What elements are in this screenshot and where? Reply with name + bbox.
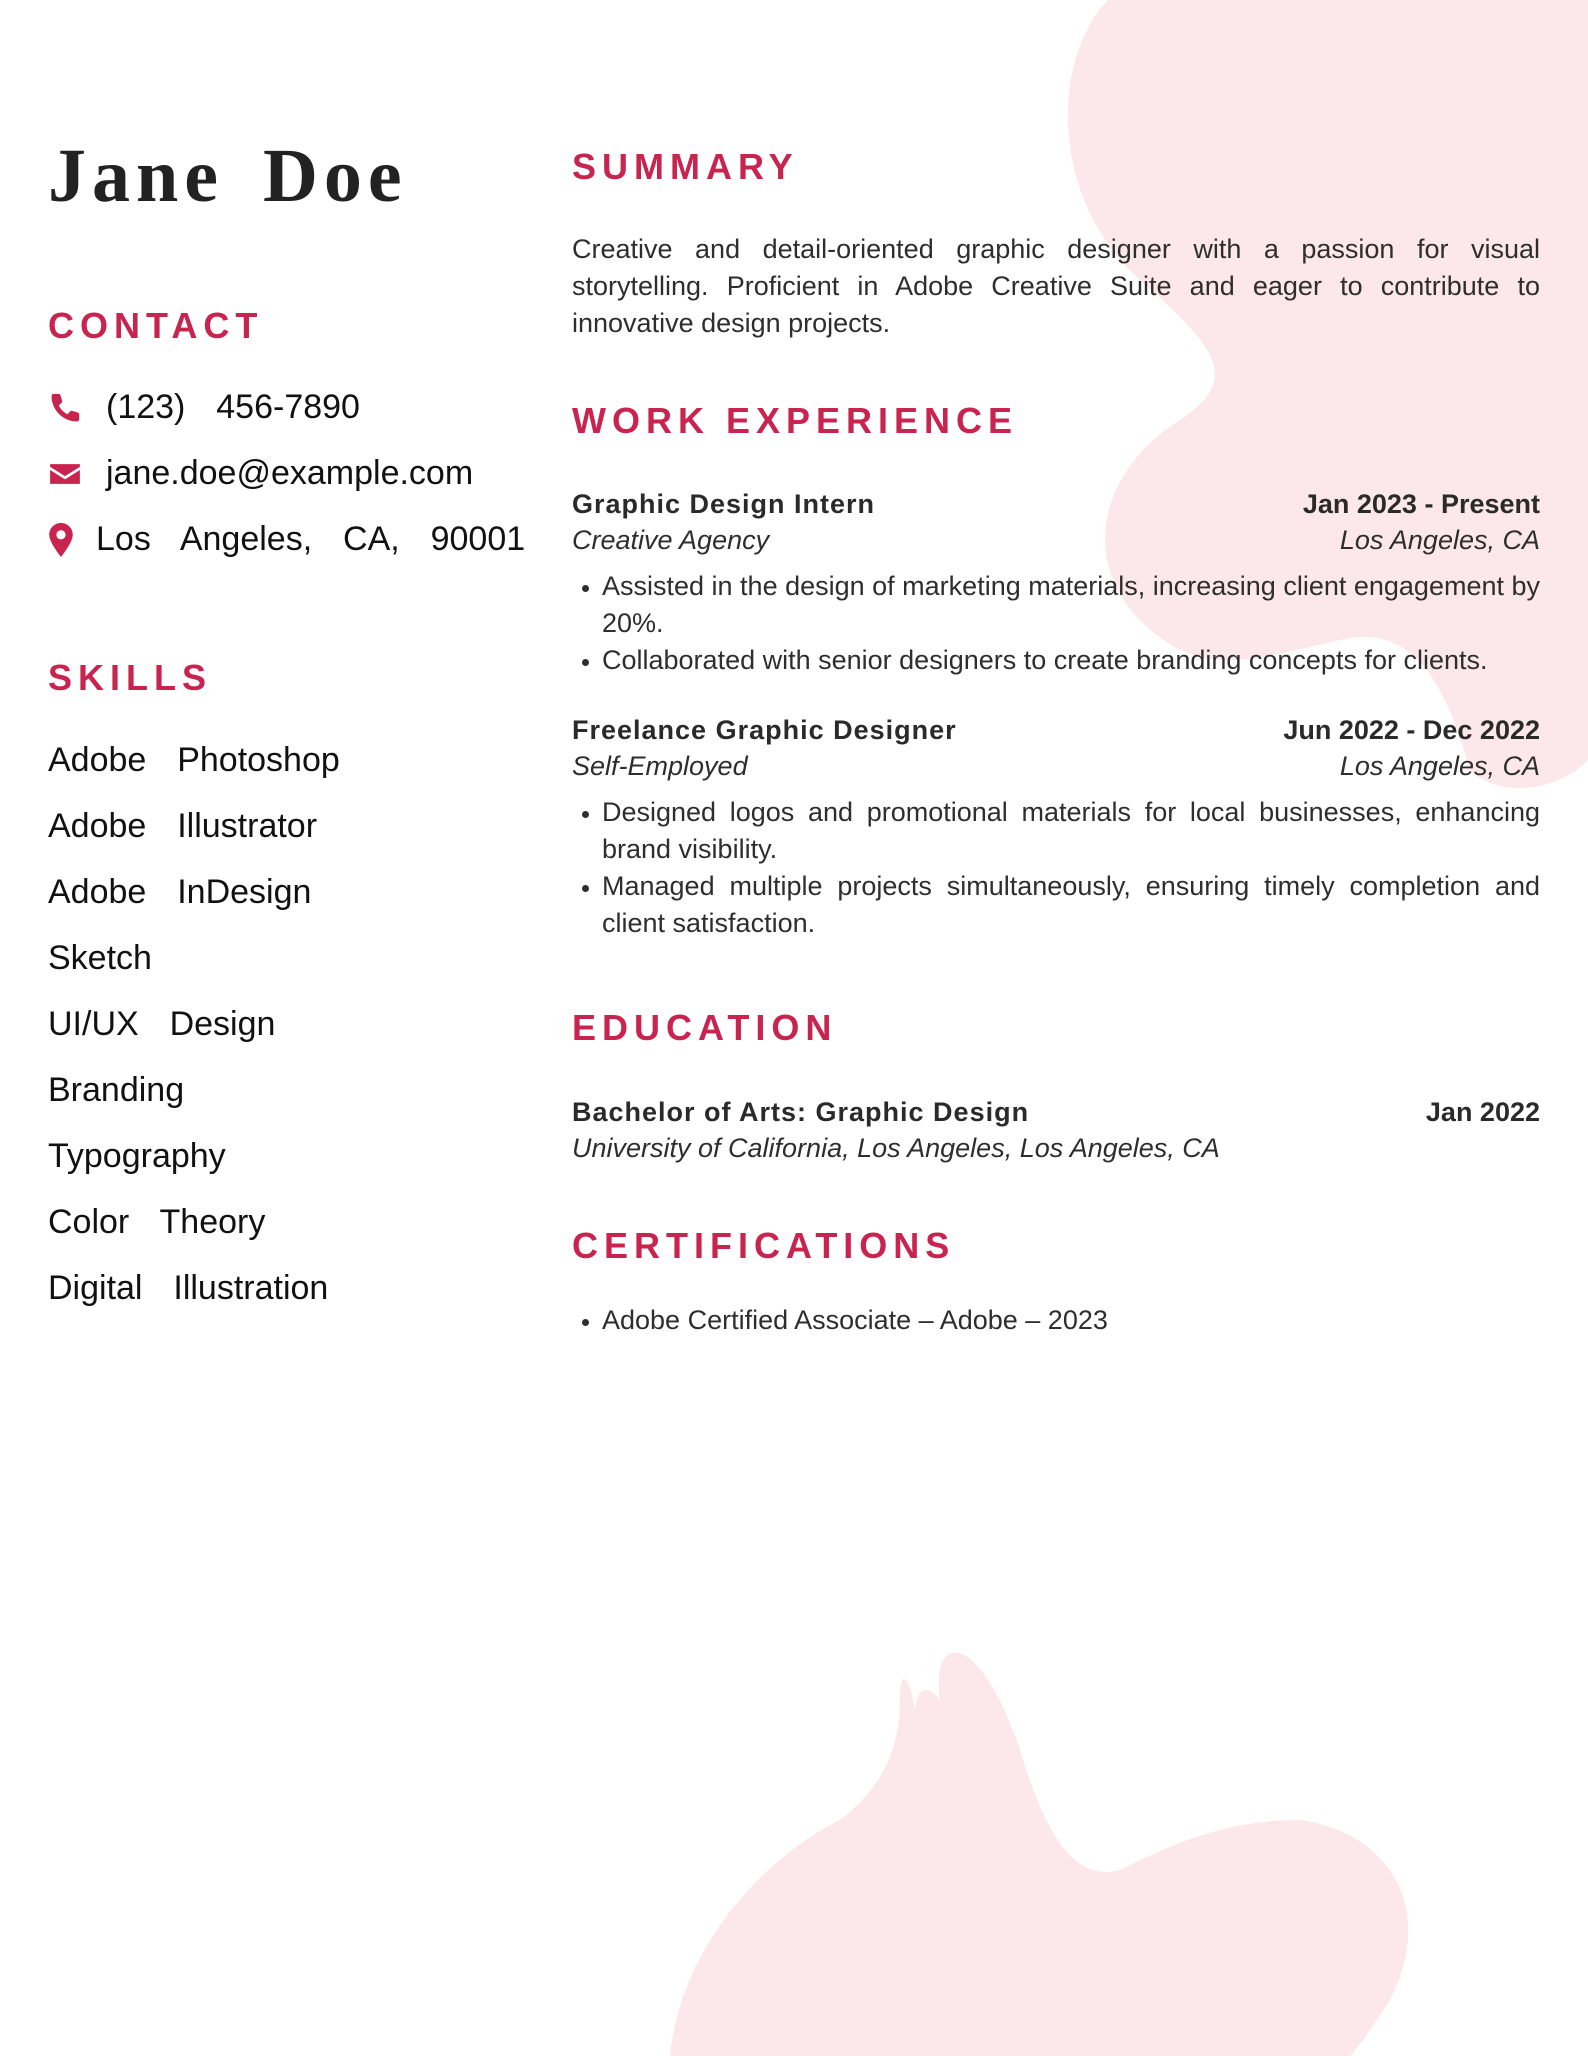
skill-item: Adobe InDesign (48, 873, 312, 911)
summary-text: Creative and detail-oriented graphic designer with a passion for visual storytelling. Proficient in Adobe Creative Suite and eager to contribute to innovative design projects. (572, 234, 1540, 338)
skill-item: Digital Illustration (48, 1269, 329, 1307)
education-subheader (572, 1130, 1540, 1166)
certifications-heading: CERTIFICATIONS (572, 1225, 956, 1266)
job-location: Los Angeles, CA (1339, 751, 1540, 781)
degree: Bachelor of Arts: Graphic Design (572, 1097, 1030, 1127)
job-company: Self-Employed (572, 751, 748, 781)
job-title: Graphic Design Intern (572, 489, 876, 519)
bottom-blob (670, 1653, 1408, 2056)
summary-heading: SUMMARY (572, 146, 799, 187)
job-bullet: • Managed multiple projects simultaneously, ensuring timely completion and client satisfaction. (602, 868, 1540, 942)
map-pin-icon (48, 523, 74, 557)
contact-phone (48, 388, 360, 427)
job-entry (572, 486, 1540, 679)
job-bullets (572, 794, 1540, 942)
skill-item: UI/UX Design (48, 1005, 276, 1043)
contact-heading: CONTACT (48, 305, 264, 346)
job-bullet: • Assisted in the design of marketing materials, increasing client engagement by 20%. (602, 568, 1540, 642)
job-dates: Jan 2023 - Present (1302, 489, 1540, 519)
skill-item: Sketch (48, 939, 152, 977)
job-entry (572, 712, 1540, 942)
job-location: Los Angeles, CA (1339, 525, 1540, 555)
summary-section (572, 231, 1540, 342)
skills-heading: SKILLS (48, 657, 213, 698)
job-bullet: • Collaborated with senior designers to create branding concepts for clients. (602, 642, 1540, 679)
location-text: Los Angeles, CA, 90001 (96, 520, 526, 558)
education-entry (572, 1094, 1540, 1166)
skill-item: Adobe Photoshop (48, 741, 340, 779)
job-subheader (572, 748, 1540, 784)
job-dates: Jun 2022 - Dec 2022 (1283, 715, 1540, 745)
contact-email (48, 454, 473, 493)
education-header (572, 1094, 1540, 1130)
skill-item: Adobe Illustrator (48, 807, 318, 845)
skill-item: Typography (48, 1137, 226, 1175)
education-date: Jan 2022 (1425, 1097, 1540, 1127)
email-address: jane.doe@example.com (106, 454, 474, 492)
job-company: Creative Agency (572, 525, 770, 555)
candidate-name: Jane Doe (48, 134, 408, 218)
skill-item: Branding (48, 1071, 185, 1109)
envelope-icon (48, 457, 82, 491)
skills-list (48, 740, 340, 1334)
contact-location (48, 520, 525, 559)
school: University of California, Los Angeles, Los Angeles, CA (572, 1133, 1220, 1163)
job-bullets (572, 568, 1540, 679)
job-title: Freelance Graphic Designer (572, 715, 957, 745)
job-subheader (572, 522, 1540, 558)
certification-item: • Adobe Certified Associate – Adobe – 2023 (602, 1302, 1540, 1339)
education-heading: EDUCATION (572, 1007, 838, 1048)
job-bullet: • Designed logos and promotional materials for local businesses, enhancing brand visibility. (602, 794, 1540, 868)
phone-icon (48, 391, 82, 425)
job-header (572, 486, 1540, 522)
certifications-section (572, 1302, 1540, 1339)
work-heading: WORK EXPERIENCE (572, 400, 1019, 441)
certifications-list (572, 1302, 1540, 1339)
skill-item: Color Theory (48, 1203, 266, 1241)
phone-number: (123) 456-7890 (106, 388, 360, 426)
job-header (572, 712, 1540, 748)
